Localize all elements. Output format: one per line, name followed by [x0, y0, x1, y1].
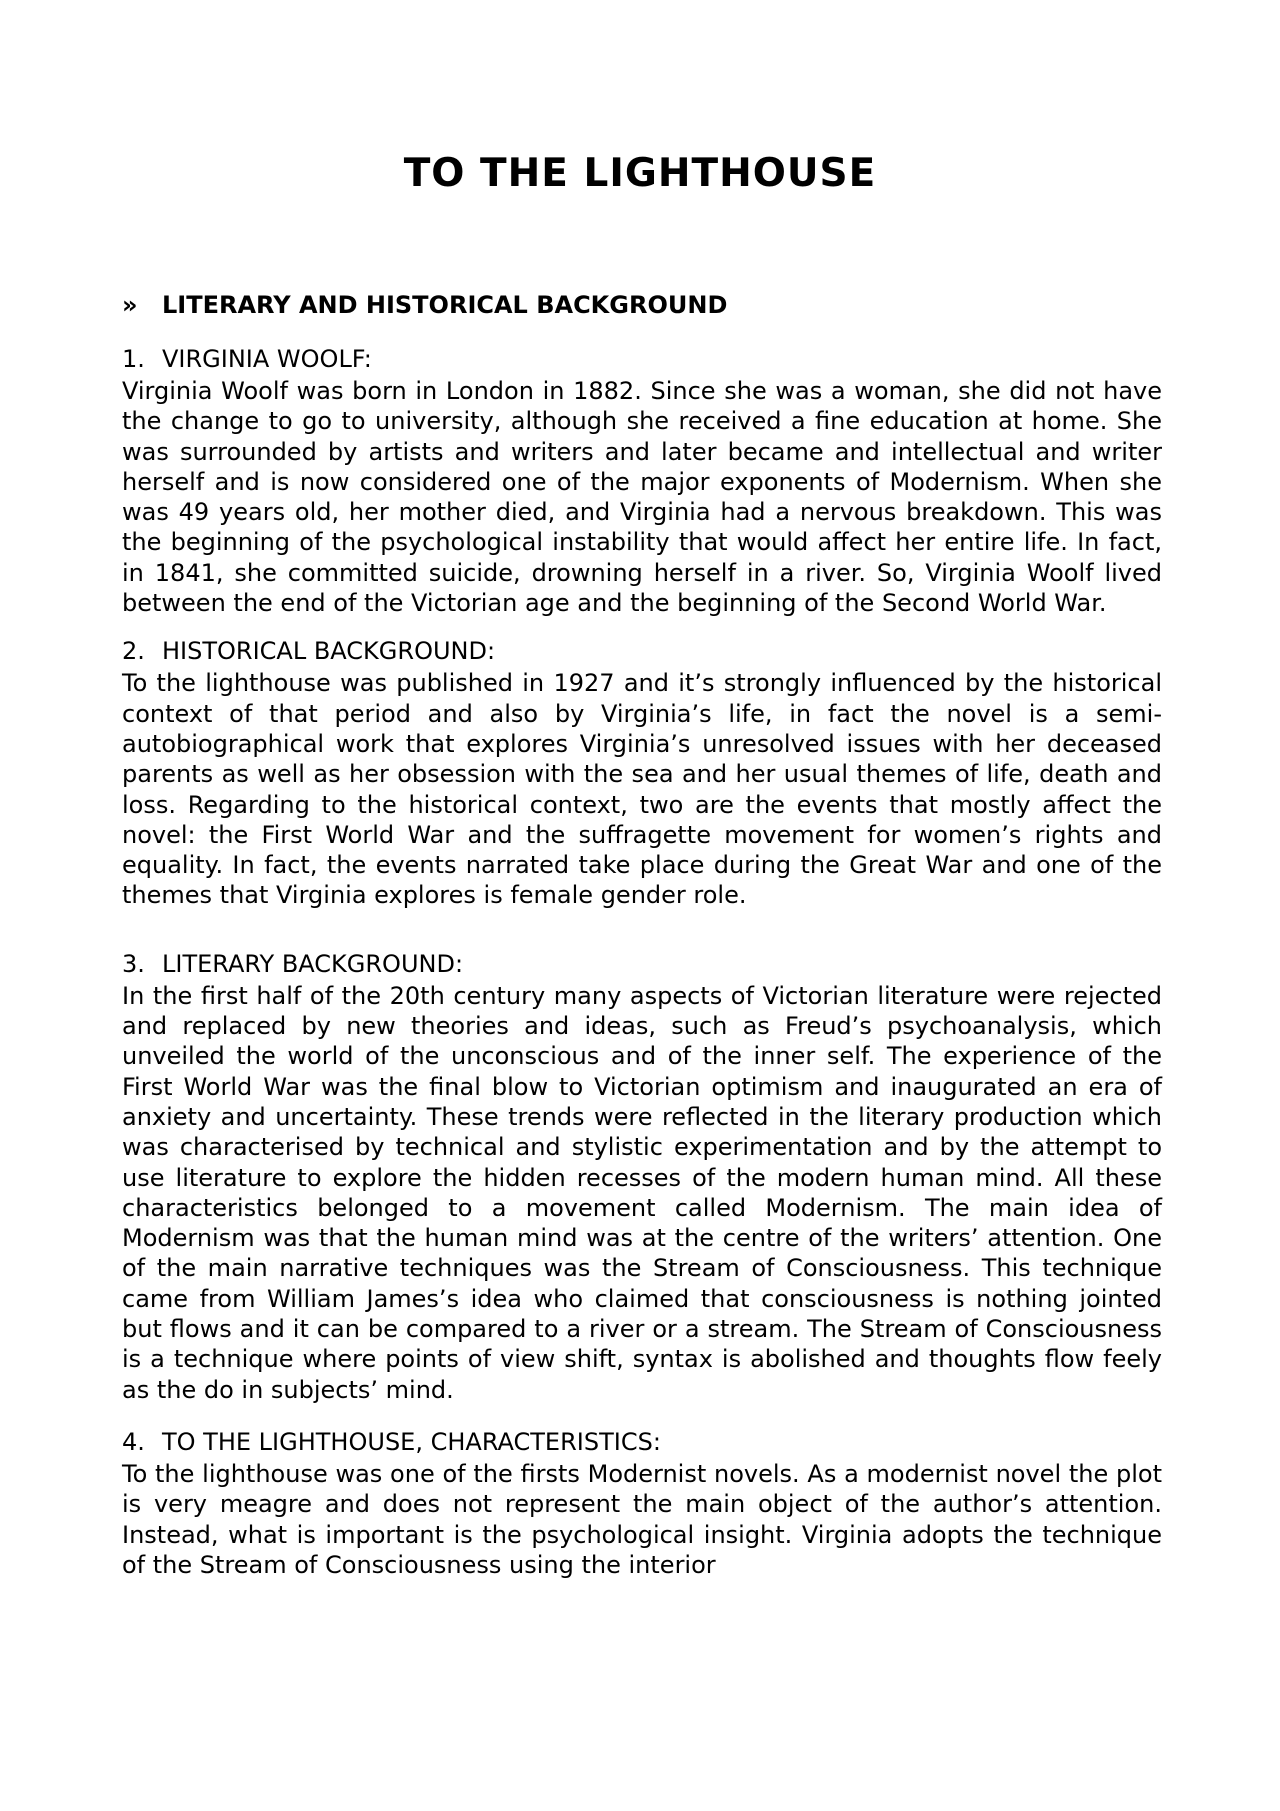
- section-heading-text: VIRGINIA WOOLF:: [162, 345, 372, 373]
- section-paragraph: To the lighthouse was one of the firsts Modernist novels. As a modernist novel the plot is very meagre and does not represent the main object of the author’s attention. Instead, what is important is the psychological insight. Virginia adopts the technique of the Stream of Consciousness using the interior: [122, 1459, 1162, 1579]
- section-number: 2.: [122, 637, 145, 666]
- section-virginia-woolf: [122, 342, 1162, 618]
- main-heading-text: LITERARY AND HISTORICAL BACKGROUND: [162, 291, 728, 319]
- section-heading-text: LITERARY BACKGROUND:: [162, 949, 464, 978]
- section-heading: [122, 342, 1162, 376]
- section-heading: [122, 947, 1162, 981]
- document-body: [122, 288, 1162, 1580]
- page-title: TO THE LIGHTHOUSE: [403, 151, 877, 196]
- section-number: 4.: [122, 1427, 145, 1456]
- section-historical-background: [122, 634, 1162, 910]
- section-paragraph: To the lighthouse was published in 1927 and it’s strongly influenced by the historical context of that period and also by Virginia’s life, in fact the novel is a semi-autobiographical work that explores Virginia’s unresolved issues with her deceased parents as well as her obsession with the sea and her usual themes of life, death and loss. Regarding to the historical context, two are the events that mostly affect the novel: the First World War and the suffragette movement for women’s rights and equality. In fact, the events narrated take place during the Great War and one of the themes that Virginia explores is female gender role.: [122, 669, 1162, 910]
- section-paragraph: In the first half of the 20th century many aspects of Victorian literature were rejected and replaced by new theories and ideas, such as Freud’s psychoanalysis, which unveiled the world of the unconscious and of the inner self. The experience of the First World War was the final blow to Victorian optimism and inaugurated an era of anxiety and uncertainty. These trends were reflected in the literary production which was characterised by technical and stylistic experimentation and by the attempt to use literature to explore the hidden recesses of the modern human mind. All these characteristics belonged to a movement called Modernism. The main idea of Modernism was that the human mind was at the centre of the writers’ attention. One of the main narrative techniques was the Stream of Consciousness. This technique came from William James’s idea who claimed that consciousness is nothing jointed but flows and it can be compared to a river or a stream. The Stream of Consciousness is a technique where points of view shift, syntax is abolished and thoughts flow feely as the do in subjects’ mind.: [122, 981, 1162, 1404]
- section-heading-text: HISTORICAL BACKGROUND:: [162, 637, 496, 666]
- section-literary-background: [122, 947, 1162, 1405]
- section-characteristics: [122, 1425, 1162, 1580]
- section-number: 3.: [122, 949, 145, 978]
- bullet-marker: »: [122, 291, 138, 319]
- section-heading: [122, 1425, 1162, 1459]
- section-heading: [122, 634, 1162, 668]
- section-number: 1.: [122, 345, 145, 373]
- section-paragraph: Virginia Woolf was born in London in 1882. Since she was a woman, she did not have the change to go to university, although she received a fine education at home. She was surrounded by artists and writers and later became and intellectual and writer herself and is now considered one of the major exponents of Modernism. When she was 49 years old, her mother died, and Virginia had a nervous breakdown. This was the beginning of the psychological instability that would affect her entire life. In fact, in 1841, she committed suicide, drowning herself in a river. So, Virginia Woolf lived between the end of the Victorian age and the beginning of the Second World War.: [122, 377, 1162, 618]
- main-heading: [122, 288, 1162, 322]
- section-heading-text: TO THE LIGHTHOUSE, CHARACTERISTICS:: [162, 1427, 661, 1456]
